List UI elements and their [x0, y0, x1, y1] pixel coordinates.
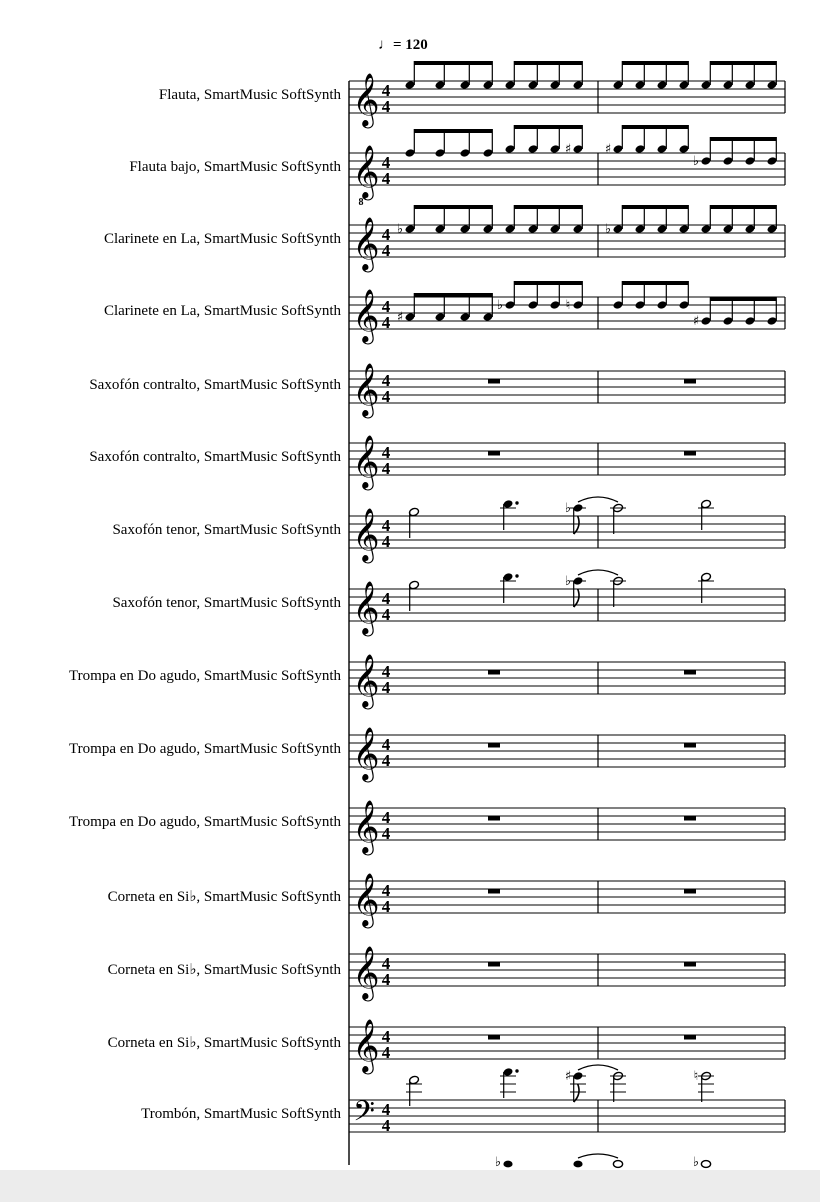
tie: [578, 497, 618, 502]
whole-rest: [488, 1035, 500, 1040]
staff-label: Saxofón contralto, SmartMusic SoftSynth: [89, 449, 341, 465]
beam: [514, 125, 582, 129]
time-signature-bottom: 4: [381, 387, 391, 406]
whole-rest: [684, 670, 696, 675]
staff-label: Trompa en Do agudo, SmartMusic SoftSynth: [69, 741, 341, 757]
treble-clef-icon: 𝄞: [352, 72, 380, 126]
notehead: [503, 1161, 512, 1168]
treble-clef-icon: 𝄞: [352, 799, 380, 853]
staff-label: Flauta bajo, SmartMusic SoftSynth: [129, 159, 341, 175]
note-flag: [574, 516, 579, 534]
staff-label: Flauta, SmartMusic SoftSynth: [158, 87, 341, 103]
treble-clef-icon: 𝄞: [352, 945, 380, 999]
treble-clef-icon: 𝄞: [352, 434, 380, 488]
sharp-sign: ♯: [604, 142, 612, 157]
beam: [710, 297, 776, 301]
time-signature-top: 4: [381, 443, 391, 462]
whole-rest: [684, 379, 696, 384]
time-signature-bottom: 4: [381, 605, 391, 624]
flat-sign: ♭: [396, 222, 404, 237]
bass-clef-icon: 𝄢: [353, 1095, 375, 1135]
time-signature-bottom: 4: [381, 970, 391, 989]
time-signature-top: 4: [381, 153, 391, 172]
beam: [710, 61, 776, 65]
sharp-sign: ♯: [564, 142, 572, 157]
time-signature-top: 4: [381, 81, 391, 100]
sharp-sign: ♯: [692, 314, 700, 329]
tempo-marking: ♩= 120: [378, 37, 428, 53]
whole-rest: [684, 962, 696, 967]
tie: [578, 1154, 618, 1158]
treble-clef-icon: 𝄞: [352, 216, 380, 270]
notehead: [701, 1161, 710, 1168]
sharp-sign: ♯: [396, 310, 404, 325]
whole-rest: [488, 962, 500, 967]
flat-sign: ♭: [692, 154, 700, 169]
whole-rest: [488, 889, 500, 894]
augmentation-dot: [515, 501, 518, 504]
beam: [622, 61, 688, 65]
treble-clef-icon: 𝄞: [352, 1018, 380, 1072]
staff-label: Corneta en Si♭, SmartMusic SoftSynth: [107, 1035, 341, 1051]
time-signature-bottom: 4: [381, 751, 391, 770]
treble-clef-icon: 𝄞: [352, 362, 380, 416]
time-signature-bottom: 4: [381, 241, 391, 260]
whole-rest: [684, 816, 696, 821]
time-signature-top: 4: [381, 808, 391, 827]
tie: [578, 570, 618, 575]
flat-sign: ♭: [496, 298, 504, 313]
beam: [414, 293, 492, 297]
sharp-sign: ♯: [564, 1069, 572, 1084]
time-signature-bottom: 4: [381, 1043, 391, 1062]
time-signature-top: 4: [381, 1100, 391, 1119]
time-signature-top: 4: [381, 297, 391, 316]
natural-sign: ♮: [565, 298, 571, 313]
treble-clef-icon: 𝄞: [352, 872, 380, 926]
tie: [578, 1065, 618, 1070]
time-signature-bottom: 4: [381, 459, 391, 478]
beam: [622, 281, 688, 285]
staff-label: Saxofón contralto, SmartMusic SoftSynth: [89, 377, 341, 393]
time-signature-top: 4: [381, 954, 391, 973]
flat-sign: ♭: [494, 1155, 502, 1170]
whole-rest: [684, 743, 696, 748]
flat-sign: ♭: [564, 574, 572, 589]
staff-label: Clarinete en La, SmartMusic SoftSynth: [103, 231, 341, 247]
staff-label: Saxofón tenor, SmartMusic SoftSynth: [112, 595, 341, 611]
staff-label: Trompa en Do agudo, SmartMusic SoftSynth: [69, 814, 341, 830]
treble-clef-icon: 𝄞: [352, 653, 380, 707]
whole-rest: [488, 743, 500, 748]
whole-rest: [488, 451, 500, 456]
beam: [710, 205, 776, 209]
beam: [414, 205, 492, 209]
flat-sign: ♭: [692, 1155, 700, 1170]
whole-rest: [488, 670, 500, 675]
beam: [514, 281, 582, 285]
time-signature-top: 4: [381, 1027, 391, 1046]
notehead: [573, 1161, 582, 1168]
whole-rest: [488, 379, 500, 384]
treble-clef-icon: 𝄞: [352, 580, 380, 634]
augmentation-dot: [515, 1069, 518, 1072]
time-signature-top: 4: [381, 225, 391, 244]
beam: [414, 129, 492, 133]
time-signature-bottom: 4: [381, 897, 391, 916]
beam: [710, 137, 776, 141]
beam: [414, 61, 492, 65]
staff-label: Clarinete en La, SmartMusic SoftSynth: [103, 303, 341, 319]
treble-clef-icon: 𝄞: [352, 726, 380, 780]
note-flag: [574, 1084, 579, 1102]
time-signature-bottom: 4: [381, 824, 391, 843]
whole-rest: [684, 889, 696, 894]
beam: [622, 125, 688, 129]
beam: [514, 205, 582, 209]
time-signature-top: 4: [381, 371, 391, 390]
staff-label: Corneta en Si♭, SmartMusic SoftSynth: [107, 962, 341, 978]
time-signature-top: 4: [381, 589, 391, 608]
whole-rest: [488, 816, 500, 821]
time-signature-bottom: 4: [381, 313, 391, 332]
staff-label: Trompa en Do agudo, SmartMusic SoftSynth: [69, 668, 341, 684]
staff-label: Corneta en Si♭, SmartMusic SoftSynth: [107, 889, 341, 905]
augmentation-dot: [515, 574, 518, 577]
time-signature-top: 4: [381, 881, 391, 900]
time-signature-bottom: 4: [381, 532, 391, 551]
time-signature-bottom: 4: [381, 97, 391, 116]
time-signature-bottom: 4: [381, 1116, 391, 1135]
treble-clef-icon: 𝄞: [352, 144, 380, 198]
staff-label: Trombón, SmartMusic SoftSynth: [141, 1106, 341, 1122]
staff-label: Saxofón tenor, SmartMusic SoftSynth: [112, 522, 341, 538]
flat-sign: ♭: [564, 501, 572, 516]
time-signature-bottom: 4: [381, 678, 391, 697]
time-signature-top: 4: [381, 735, 391, 754]
flat-sign: ♭: [604, 222, 612, 237]
whole-rest: [684, 1035, 696, 1040]
beam: [622, 205, 688, 209]
notehead: [613, 1161, 622, 1168]
whole-rest: [684, 451, 696, 456]
page-footer-band: [0, 1170, 820, 1202]
time-signature-top: 4: [381, 662, 391, 681]
note-flag: [574, 589, 579, 607]
treble-clef-icon: 𝄞: [352, 288, 380, 342]
octave-mark: 8: [358, 197, 364, 208]
beam: [514, 61, 582, 65]
treble-clef-icon: 𝄞: [352, 507, 380, 561]
natural-sign: ♮: [693, 1069, 699, 1084]
time-signature-bottom: 4: [381, 169, 391, 188]
time-signature-top: 4: [381, 516, 391, 535]
